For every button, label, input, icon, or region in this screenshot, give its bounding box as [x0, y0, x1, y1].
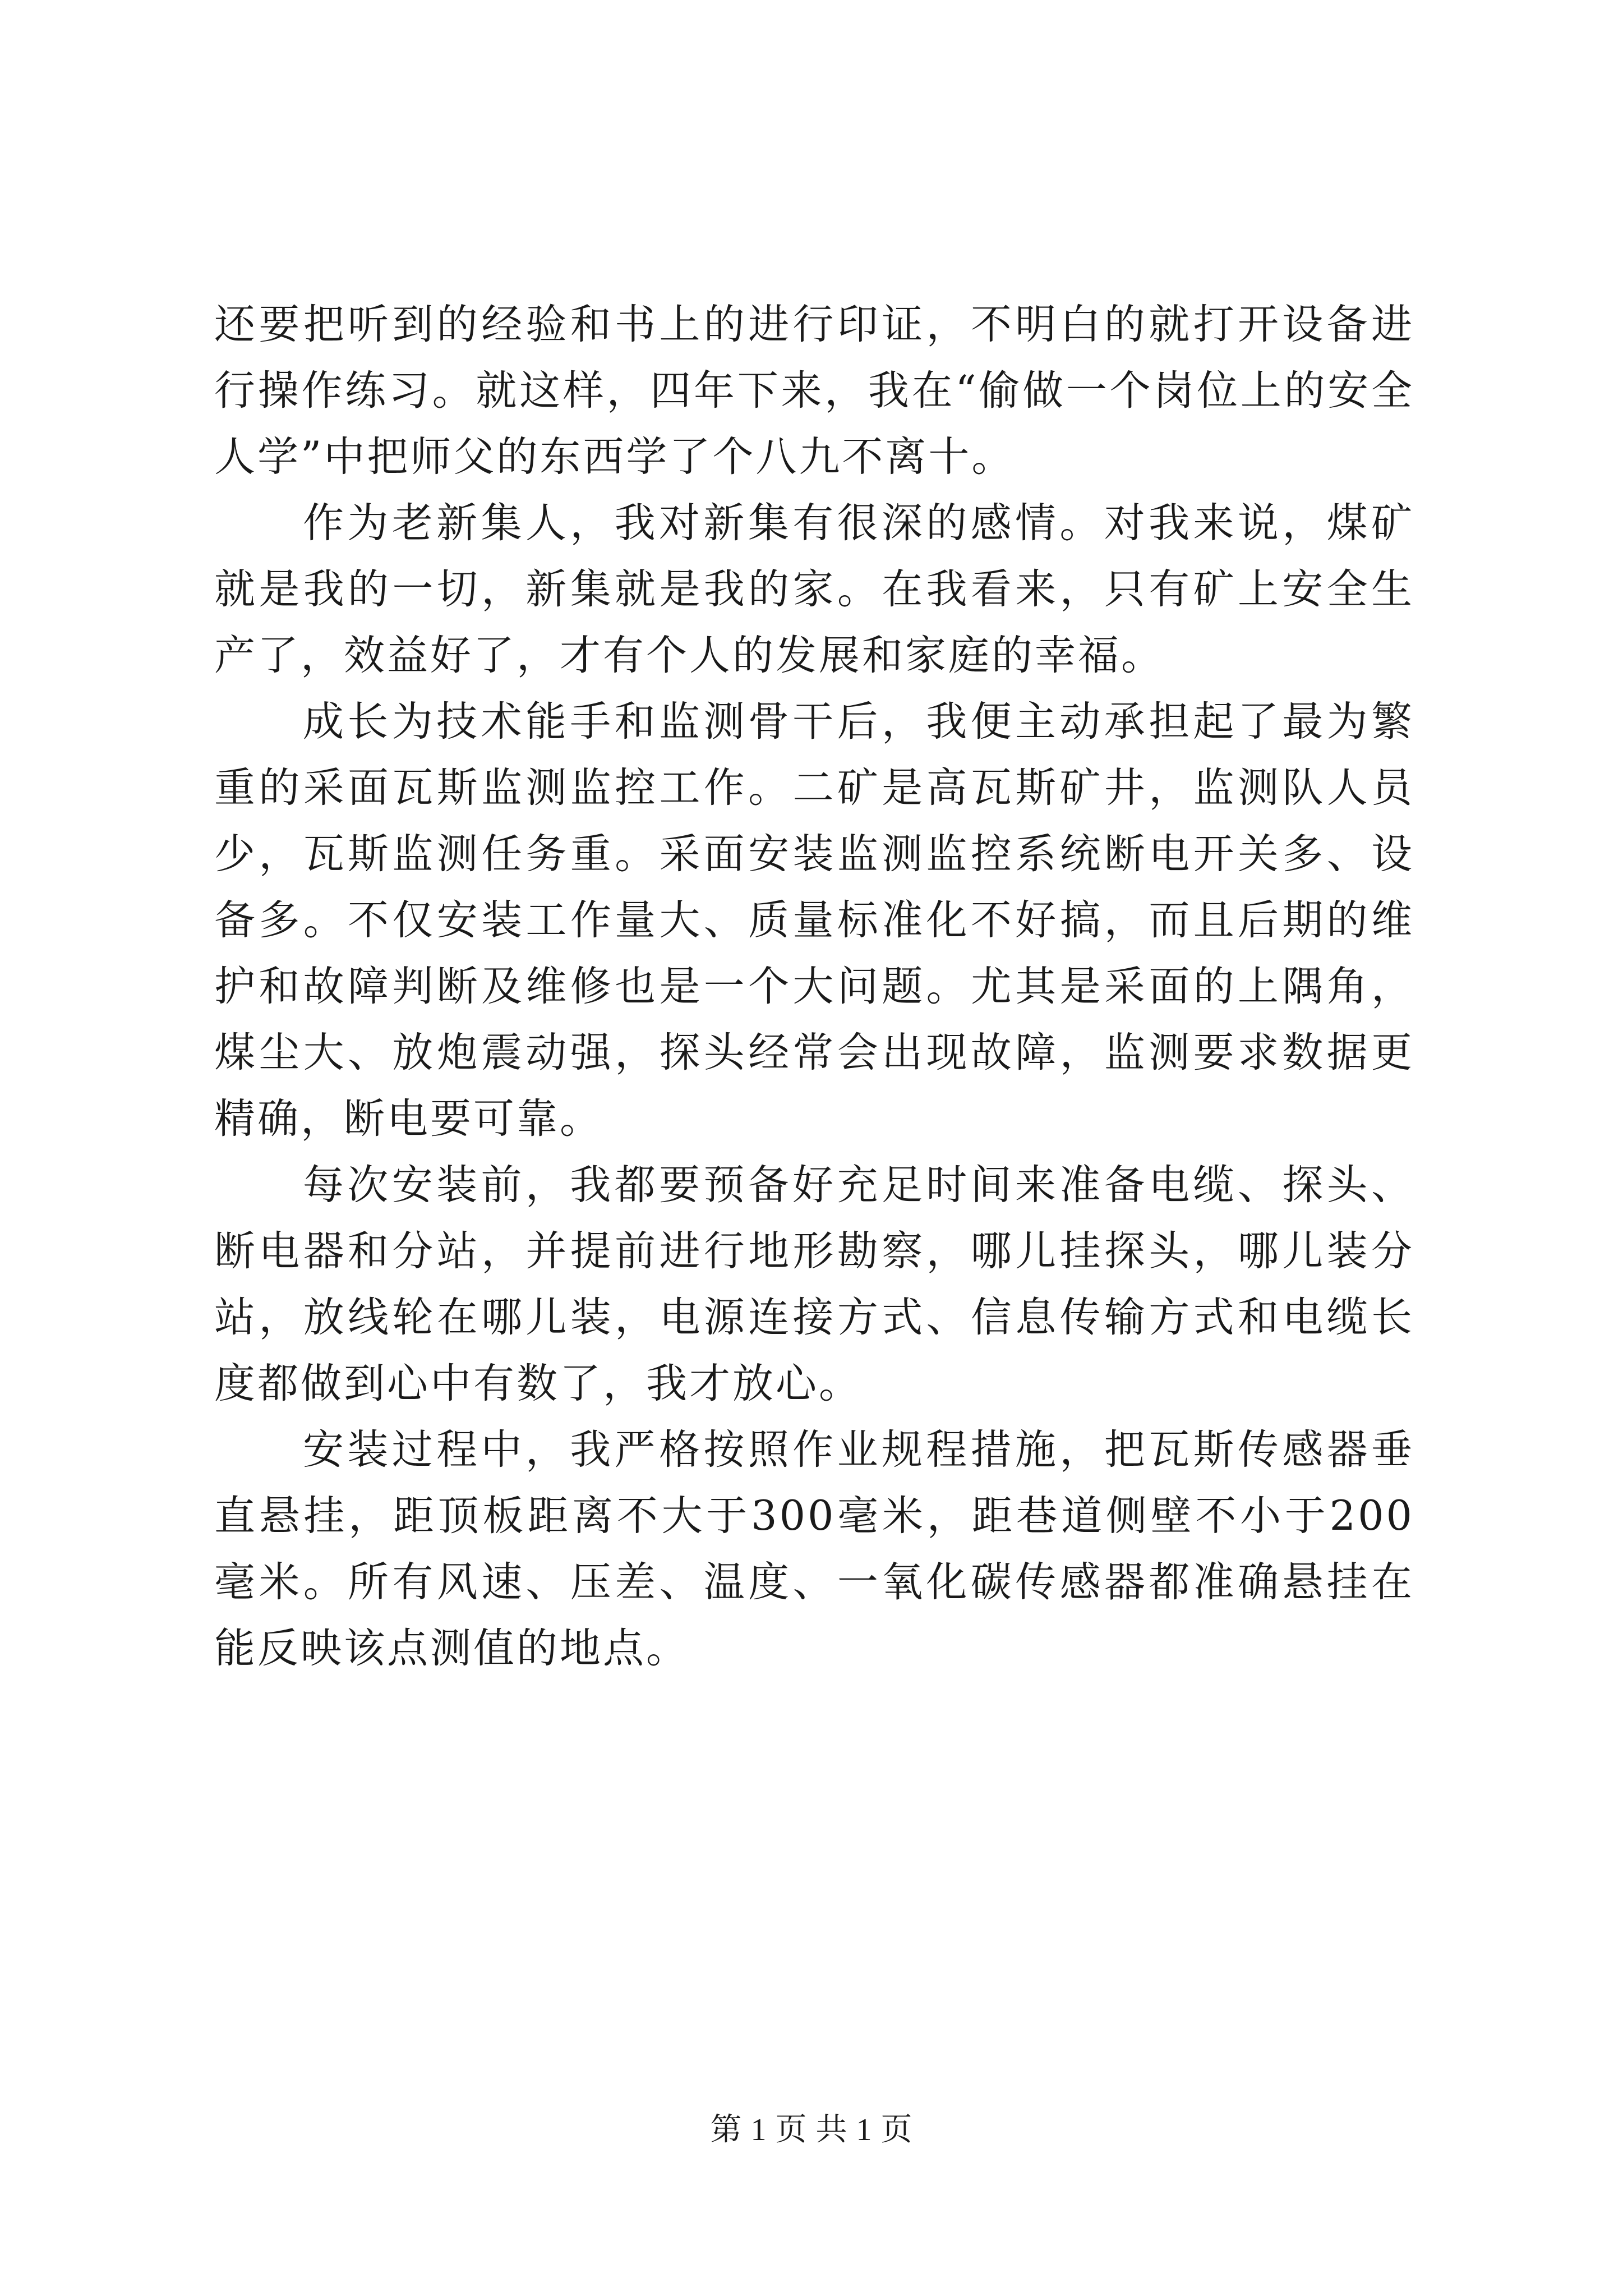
paragraph-1: 还要把听到的经验和书上的进行印证，不明白的就打开设备进行操作练习。就这样，四年下来，我在“偷做一个岗位上的安全人学”中把师父的东西学了个八九不离十。 — [214, 301, 1414, 481]
paragraph-4: 每次安装前，我都要预备好充足时间来准备电缆、探头、断电器和分站，并提前进行地形勘察，哪儿挂探头，哪儿装分站，放线轮在哪儿装，电源连接方式、信息传输方式和电缆长度都做到心中有数了，我才放心。 — [214, 1161, 1414, 1407]
document-body — [214, 292, 1414, 1682]
paragraph-2: 作为老新集人，我对新集有很深的感情。对我来说，煤矿就是我的一切，新集就是我的家。在我看来，只有矿上安全生产了，效益好了，才有个人的发展和家庭的幸福。 — [214, 499, 1414, 679]
paragraph-3: 成长为技术能手和监测骨干后，我便主动承担起了最为繁重的采面瓦斯监测监控工作。二矿是高瓦斯矿井，监测队人员少，瓦斯监测任务重。采面安装监测监控系统断电开关多、设备多。不仅安装工作量大、质量标准化不好搞，而且后期的维护和故障判断及维修也是一个大问题。尤其是采面的上隅角，煤尘大、放炮震动强，探头经常会出现故障，监测要求数据更精确，断电要可靠。 — [214, 698, 1414, 1143]
paragraph-5: 安装过程中，我严格按照作业规程措施，把瓦斯传感器垂直悬挂，距顶板距离不大于300毫米，距巷道侧壁不小于200毫米。所有风速、压差、温度、一氧化碳传感器都准确悬挂在能反映该点测值的地点。 — [214, 1426, 1414, 1672]
page-footer: 第 1 页 共 1 页 — [710, 2113, 913, 2147]
